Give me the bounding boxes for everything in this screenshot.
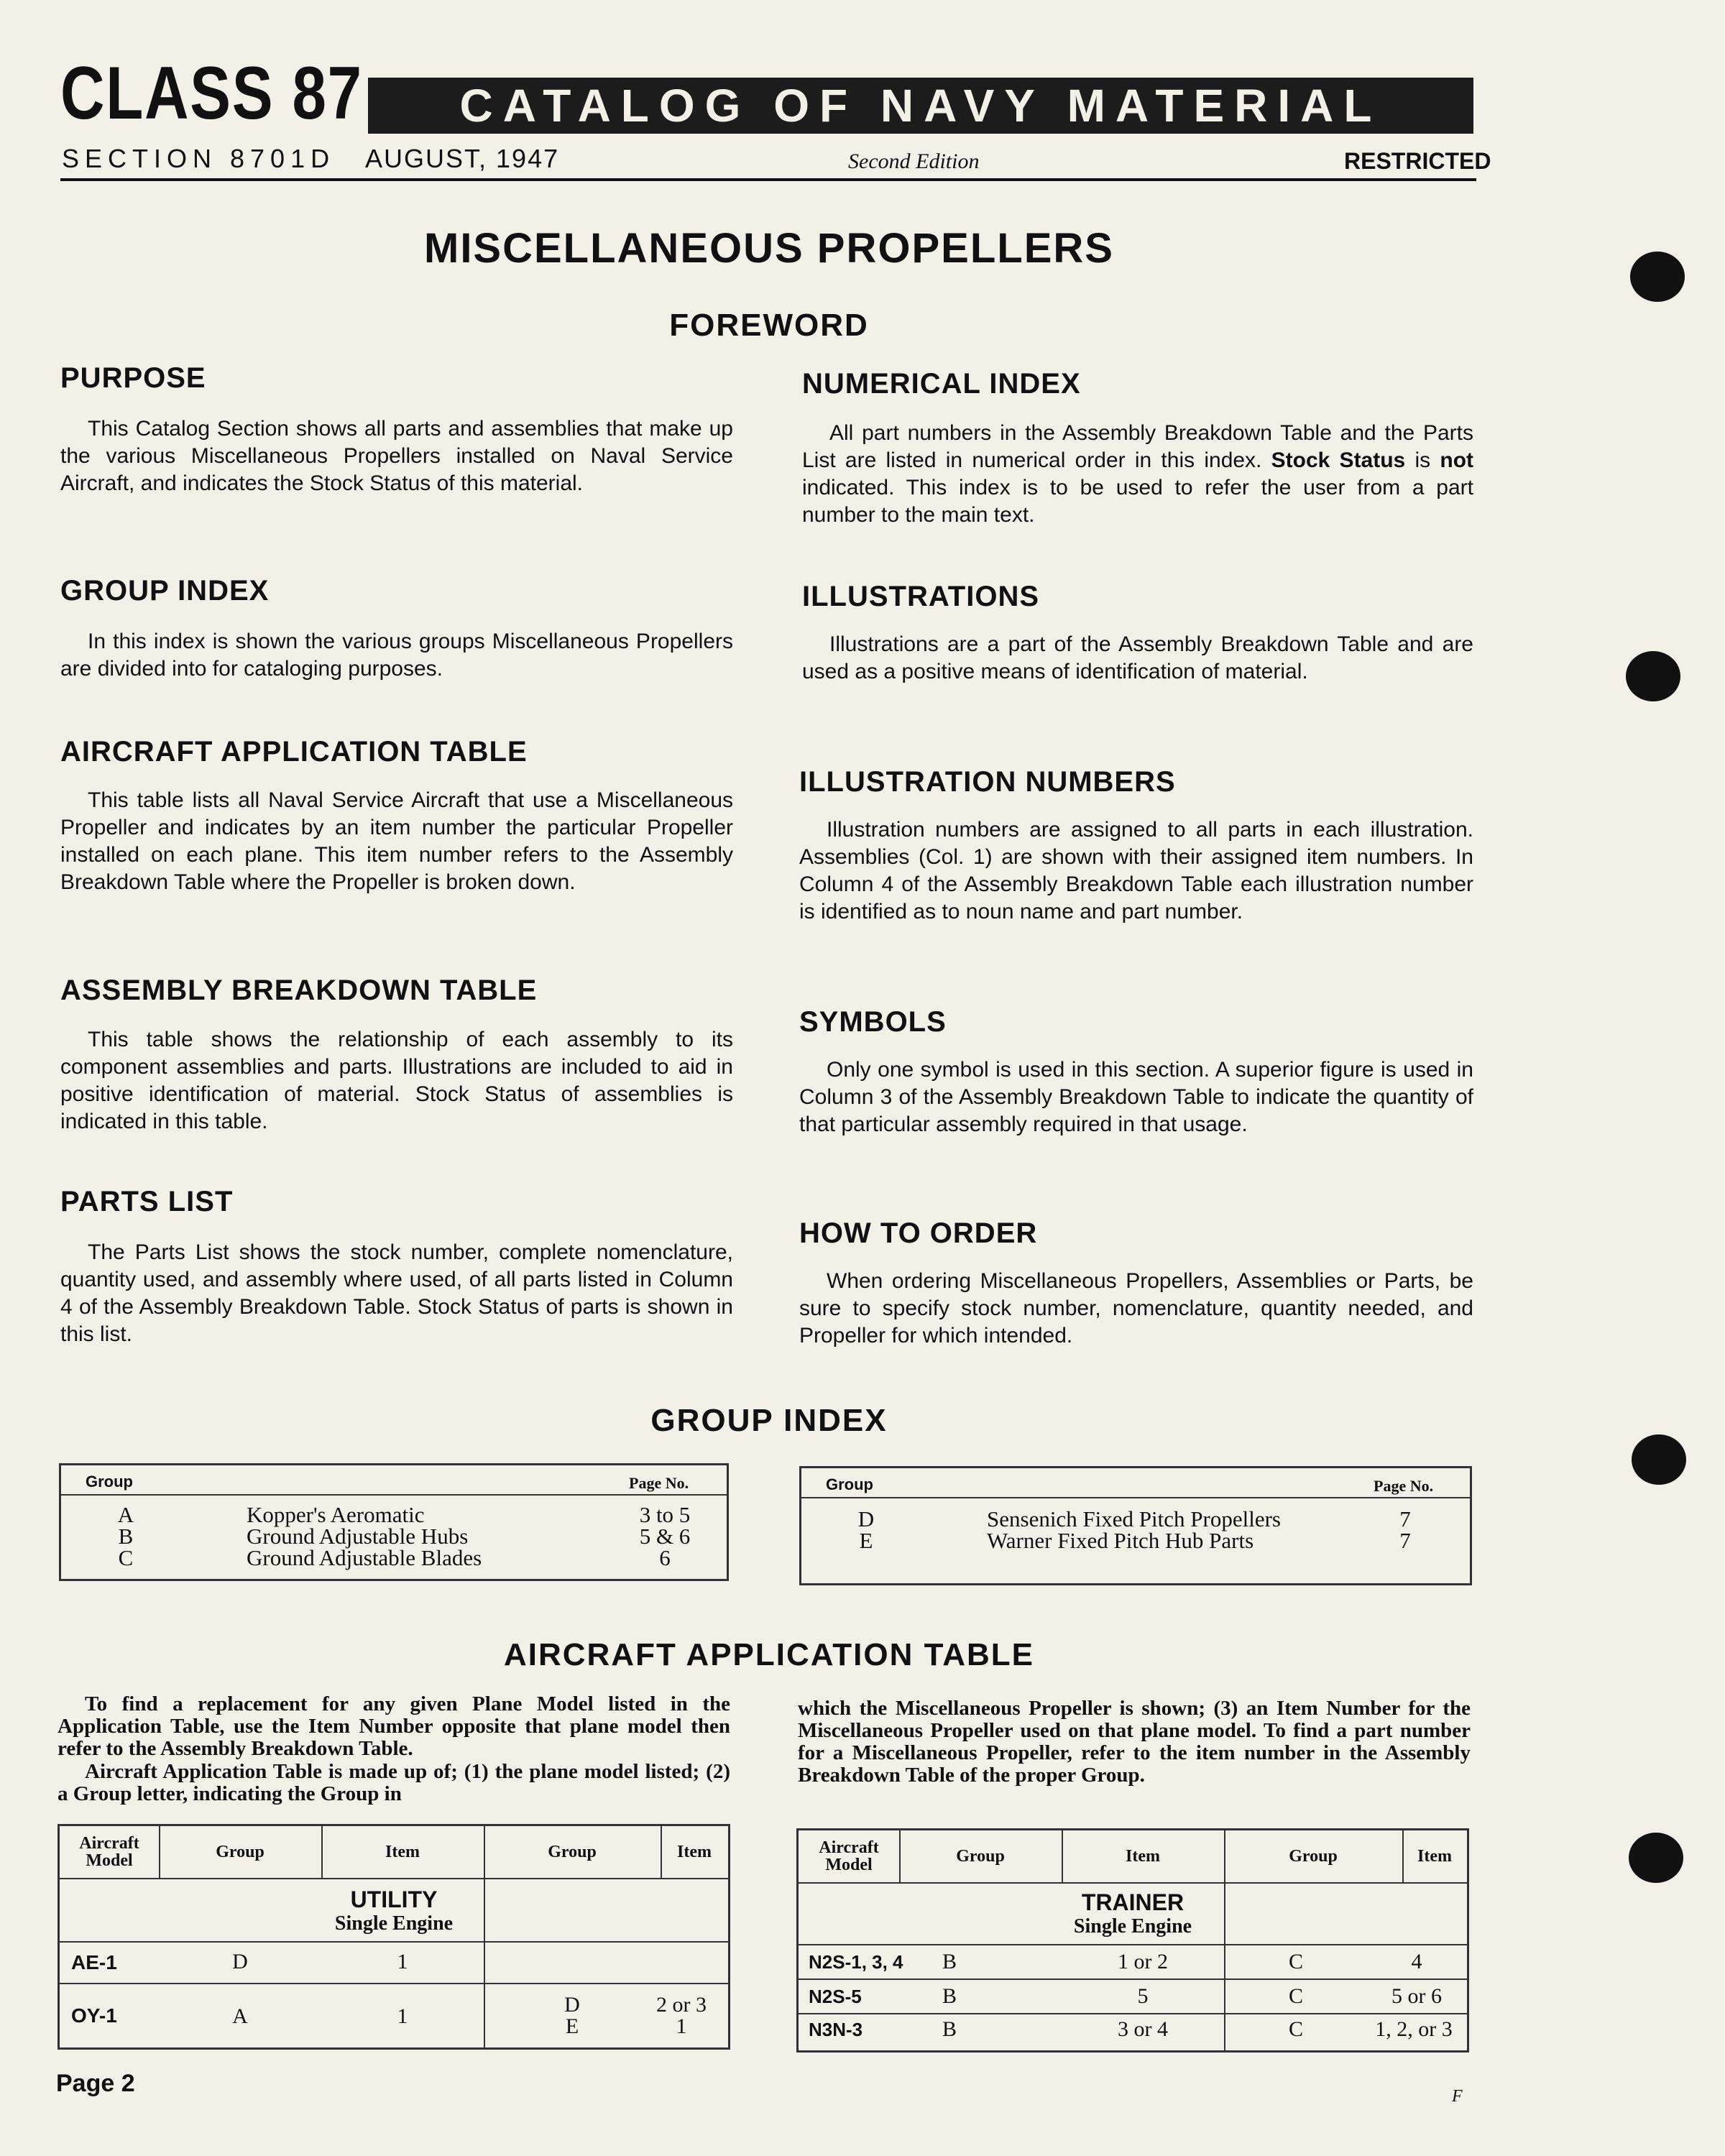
group-letter: C [118, 1545, 134, 1570]
col-header-item: Item [1417, 1847, 1452, 1866]
class-label: CLASS 87 [60, 52, 363, 135]
aircraft-model: N2S-1, 3, 4 [809, 1951, 903, 1973]
group-page: 3 to 5 [639, 1502, 691, 1527]
item-cell: 1 or 2 [1118, 1950, 1168, 1973]
catalog-title: CATALOG OF NAVY MATERIAL [368, 78, 1473, 134]
application-intro-left: To find a replacement for any given Plane Model listed in the Application Table, use the Item Number opposite that plane model then refer to the Assembly Breakdown Table. [58, 1692, 730, 1760]
footer-mark: F [1452, 2087, 1463, 2106]
col-header-group: Group [1289, 1847, 1338, 1866]
group-name: Ground Adjustable Blades [247, 1545, 482, 1570]
group-letter: B [118, 1524, 134, 1549]
item-cell: 1 [397, 2004, 408, 2028]
group-letter: A [117, 1502, 134, 1527]
application-table-utility [58, 1824, 730, 2050]
group-page: 6 [659, 1545, 671, 1570]
section-heading-illustrations: ILLUSTRATIONS [802, 581, 1040, 612]
item-cell: 1 [397, 1950, 408, 1973]
section-text-illustration-numbers: Illustration numbers are assigned to all parts in each illustration. Assemblies (Col. 1) are shown with their assigned item numbers. In Column 4 of the Assembly Breakdown Table each illustration number is identified as to noun name and part number. [799, 818, 1473, 923]
group-cell: A [232, 2004, 248, 2028]
group-cell: B [942, 1950, 957, 1973]
group-index-table-left [59, 1463, 729, 1581]
foreword-title: FOREWORD [669, 308, 869, 343]
group-cell: B [942, 1984, 957, 2008]
section-heading-aircraft-application: AIRCRAFT APPLICATION TABLE [60, 736, 528, 768]
punch-hole [1626, 651, 1680, 701]
section-heading-parts-list: PARTS LIST [60, 1186, 234, 1217]
item-cell: 1 [676, 2014, 687, 2038]
section-heading-symbols: SYMBOLS [799, 1006, 947, 1038]
group-cell: C [1288, 1950, 1303, 1973]
aircraft-model: N3N-3 [809, 2019, 863, 2040]
group-name: Ground Adjustable Hubs [247, 1524, 469, 1549]
section-text-purpose: This Catalog Section shows all parts and assemblies that make up the various Miscellaneous Propellers installed on Naval Service Aircraft, and indicates the Stock Status of this material. [60, 417, 733, 495]
col-header-item: Item [385, 1843, 420, 1861]
aircraft-model: AE-1 [71, 1951, 117, 1973]
category-subheading: Single Engine [334, 1912, 454, 1935]
application-table-trainer [796, 1828, 1469, 2053]
group-index-table-right [799, 1466, 1472, 1585]
col-header-model: Aircraft Model [79, 1834, 139, 1870]
issue-date: AUGUST, 1947 [365, 144, 560, 173]
col-header-item: Item [1126, 1847, 1160, 1866]
section-heading-numerical-index: NUMERICAL INDEX [802, 368, 1081, 400]
section-text-assembly-breakdown: This table shows the relationship of each assembly to its component assemblies and parts. Illustrations are included to aid in positive identification of material. Stock Status of assemblies is indicated in this table. [60, 1028, 733, 1133]
aircraft-model: OY-1 [71, 2004, 117, 2027]
col-header-group: Group [86, 1473, 133, 1491]
group-name: Kopper's Aeromatic [247, 1502, 425, 1527]
section-heading-illustration-numbers: ILLUSTRATION NUMBERS [799, 766, 1176, 798]
col-header-group: Group [956, 1847, 1005, 1866]
section-label: SECTION 8701D [62, 144, 336, 173]
application-intro-right: which the Miscellaneous Propeller is shown; (3) an Item Number for the Miscellaneous Propeller used on that plane model. To find a part number for a Miscellaneous Propeller, refer to the item number in the Assembly Breakdown Table of the proper Group. [798, 1697, 1471, 1787]
section-text-numerical-index: All part numbers in the Assembly Breakdown Table and the Parts List are listed in numerical order in this index. Stock Status is not indicated. This index is to be used to refer the user from a part number to the main text. [802, 421, 1474, 527]
application-title: AIRCRAFT APPLICATION TABLE [503, 1637, 1035, 1672]
item-cell: 2 or 3 [656, 1993, 707, 2017]
item-cell: 5 or 6 [1392, 1984, 1442, 2008]
group-page: 7 [1399, 1506, 1411, 1531]
col-header-group: Group [548, 1843, 597, 1861]
item-cell: 3 or 4 [1118, 2017, 1168, 2041]
group-index-title: GROUP INDEX [650, 1403, 888, 1438]
section-text-aircraft-application: This table lists all Naval Service Aircraft that use a Miscellaneous Propeller and indicates by an item number the particular Propeller installed on each plane. This item number refers to the Assembly Breakdown Table where the Propeller is broken down. [60, 788, 733, 894]
category-heading: UTILITY [350, 1886, 438, 1912]
section-heading-how-to-order: HOW TO ORDER [799, 1217, 1038, 1249]
group-name: Warner Fixed Pitch Hub Parts [987, 1528, 1254, 1553]
section-text-symbols: Only one symbol is used in this section. A superior figure is used in Column 3 of the Assembly Breakdown Table to indicate the quantity of that particular assembly required in that usage. [799, 1058, 1473, 1136]
page-number: Page 2 [56, 2070, 135, 2097]
section-text-illustrations: Illustrations are a part of the Assembly Breakdown Table and are used as a positive means of identification of material. [802, 632, 1473, 683]
application-intro-left-2: Aircraft Application Table is made up of; (1) the plane model listed; (2) a Group letter, indicating the Group in [58, 1760, 730, 1805]
col-header-group: Group [826, 1475, 873, 1493]
group-cell: C [1288, 1984, 1303, 2008]
punch-hole [1629, 1833, 1683, 1883]
section-heading-assembly-breakdown: ASSEMBLY BREAKDOWN TABLE [60, 975, 538, 1006]
group-cell: D [232, 1950, 248, 1973]
col-header-group: Group [216, 1843, 264, 1861]
punch-hole [1632, 1434, 1686, 1485]
section-heading-purpose: PURPOSE [60, 362, 206, 394]
aircraft-model: N2S-5 [809, 1986, 862, 2007]
main-title: MISCELLANEOUS PROPELLERS [424, 225, 1114, 272]
group-cell: B [942, 2017, 957, 2041]
group-name: Sensenich Fixed Pitch Propellers [987, 1506, 1281, 1531]
section-text-how-to-order: When ordering Miscellaneous Propellers, Assemblies or Parts, be sure to specify stock number, nomenclature, quantity needed, and Propeller for which intended. [799, 1269, 1473, 1348]
header-rule [60, 178, 1476, 181]
group-letter: D [857, 1506, 875, 1531]
item-cell: 4 [1411, 1950, 1422, 1973]
classification-label: RESTRICTED [1344, 148, 1491, 174]
category-subheading: Single Engine [1073, 1915, 1192, 1938]
col-header-model: Aircraft Model [819, 1838, 879, 1874]
section-heading-group-index: GROUP INDEX [60, 575, 270, 607]
category-heading: TRAINER [1081, 1889, 1184, 1915]
section-text-group-index: In this index is shown the various groups Miscellaneous Propellers are divided into for cataloging purposes. [60, 630, 733, 681]
col-header-page: Page No. [1374, 1477, 1434, 1495]
group-letter: E [859, 1528, 873, 1553]
group-cell: C [1288, 2017, 1303, 2041]
item-cell: 5 [1137, 1984, 1149, 2008]
col-header-item: Item [677, 1843, 712, 1861]
col-header-page: Page No. [629, 1474, 689, 1492]
group-cell: E [565, 2014, 579, 2038]
section-text-parts-list: The Parts List shows the stock number, complete nomenclature, quantity used, and assembly where used, of all parts listed in Column 4 of the Assembly Breakdown Table. Stock Status of parts is shown in this list. [60, 1240, 733, 1346]
group-page: 5 & 6 [639, 1524, 691, 1549]
item-cell: 1, 2, or 3 [1375, 2017, 1453, 2041]
punch-hole [1630, 252, 1685, 302]
group-cell: D [564, 1993, 580, 2017]
group-page: 7 [1399, 1528, 1411, 1553]
edition-label: Second Edition [848, 149, 980, 173]
